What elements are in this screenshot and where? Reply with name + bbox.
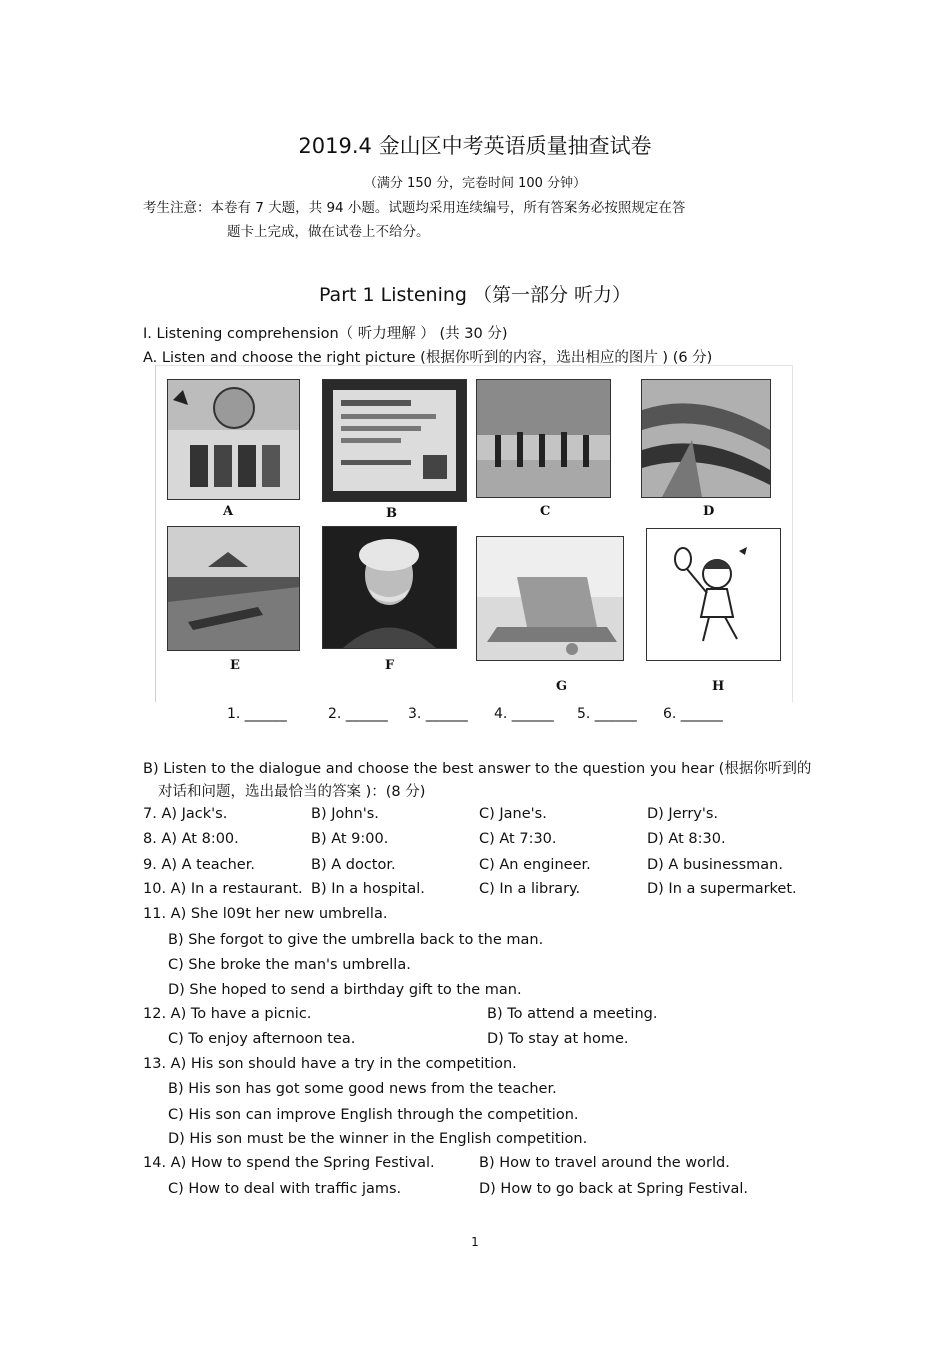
picture-label-e: E — [230, 658, 240, 673]
notice-line-1: 考生注意：本卷有 7 大题，共 94 小题。试题均采用连续编号，所有答案务必按照规定在答 — [143, 200, 686, 216]
section-b-title-line1: B) Listen to the dialogue and choose the best answer to the question you hear (根据你听到的 — [143, 761, 812, 777]
picture-label-b: B — [386, 506, 397, 521]
picture-e-beach — [167, 526, 300, 651]
q8-option-b: B) At 9:00. — [311, 831, 389, 847]
earth-poster-illustration — [168, 380, 299, 499]
q10-option-c: C) In a library. — [479, 881, 581, 897]
q7-option-a: 7. A) Jack's. — [143, 806, 228, 822]
q7-option-b: B) John's. — [311, 806, 379, 822]
q9-option-b: B) A doctor. — [311, 857, 396, 873]
q12-option-d: D) To stay at home. — [487, 1031, 629, 1047]
picture-label-g: G — [556, 679, 568, 694]
q10-option-d: D) In a supermarket. — [647, 881, 797, 897]
answer-blank-5: 5. ______ — [577, 706, 637, 722]
portrait-illustration — [323, 527, 456, 648]
section-a-title: A. Listen and choose the right picture (根据你听到的内容，选出相应的图片 ) (6 分) — [143, 350, 713, 366]
q13-option-a: 13. A) His son should have a try in the competition. — [143, 1056, 517, 1072]
part1-heading: Part 1 Listening （第一部分 听力） — [318, 284, 632, 306]
picture-grid — [155, 365, 793, 702]
exam-title: 2019.4 金山区中考英语质量抽查试卷 — [298, 134, 652, 158]
picture-g-laptop — [476, 536, 624, 661]
q13-option-d: D) His son must be the winner in the English competition. — [168, 1131, 588, 1147]
answer-blank-2: 2. ______ — [328, 706, 388, 722]
q9-option-d: D) A businessman. — [647, 857, 783, 873]
q10-option-a: 10. A) In a restaurant. — [143, 881, 303, 897]
q7-option-d: D) Jerry's. — [647, 806, 719, 822]
q8-option-c: C) At 7:30. — [479, 831, 557, 847]
picture-label-d: D — [703, 504, 715, 519]
picture-f-portrait — [322, 526, 457, 649]
q12-option-c: C) To enjoy afternoon tea. — [168, 1031, 356, 1047]
q12-option-a: 12. A) To have a picnic. — [143, 1006, 312, 1022]
answer-blank-1: 1. ______ — [227, 706, 287, 722]
laptop-illustration — [477, 537, 623, 660]
exam-subtitle: （满分 150 分，完卷时间 100 分钟） — [363, 176, 587, 191]
q14-option-b: B) How to travel around the world. — [479, 1155, 730, 1171]
q11-option-c: C) She broke the man's umbrella. — [168, 957, 411, 973]
people-exercising-illustration — [477, 380, 610, 497]
picture-label-c: C — [540, 504, 551, 519]
q13-option-b: B) His son has got some good news from the teacher. — [168, 1081, 557, 1097]
picture-label-f: F — [385, 658, 395, 673]
beach-illustration — [168, 527, 299, 650]
notice-line-2: 题卡上完成，做在试卷上不给分。 — [227, 224, 430, 240]
section-b-title-line2: 对话和问题，选出最恰当的答案 )：(8 分) — [158, 784, 426, 800]
answer-blank-6: 6. ______ — [663, 706, 723, 722]
q13-option-c: C) His son can improve English through the competition. — [168, 1107, 579, 1123]
q14-option-d: D) How to go back at Spring Festival. — [479, 1181, 749, 1197]
ticket-illustration — [323, 380, 466, 501]
picture-b-ticket — [322, 379, 467, 502]
q9-option-c: C) An engineer. — [479, 857, 591, 873]
water-slide-illustration — [642, 380, 770, 497]
picture-h-girl-badminton — [646, 528, 781, 661]
picture-a-earth-poster — [167, 379, 300, 500]
q9-option-a: 9. A) A teacher. — [143, 857, 255, 873]
q7-option-c: C) Jane's. — [479, 806, 547, 822]
q11-option-b: B) She forgot to give the umbrella back to the man. — [168, 932, 544, 948]
answer-blank-4: 4. ______ — [494, 706, 554, 722]
q10-option-b: B) In a hospital. — [311, 881, 425, 897]
picture-c-exercising-people — [476, 379, 611, 498]
q14-option-c: C) How to deal with traffic jams. — [168, 1181, 402, 1197]
q12-option-b: B) To attend a meeting. — [487, 1006, 658, 1022]
answer-blank-3: 3. ______ — [408, 706, 468, 722]
picture-d-water-slide — [641, 379, 771, 498]
girl-badminton-illustration — [647, 529, 780, 660]
section-1-title: I. Listening comprehension（ 听力理解 ） (共 30 分) — [143, 326, 508, 342]
q14-option-a: 14. A) How to spend the Spring Festival. — [143, 1155, 435, 1171]
picture-label-a: A — [223, 504, 234, 519]
q11-option-a: 11. A) She l09t her new umbrella. — [143, 906, 388, 922]
q11-option-d: D) She hoped to send a birthday gift to the man. — [168, 982, 522, 998]
page-number: 1 — [471, 1235, 479, 1249]
q8-option-d: D) At 8:30. — [647, 831, 726, 847]
picture-label-h: H — [712, 679, 725, 694]
q8-option-a: 8. A) At 8:00. — [143, 831, 239, 847]
